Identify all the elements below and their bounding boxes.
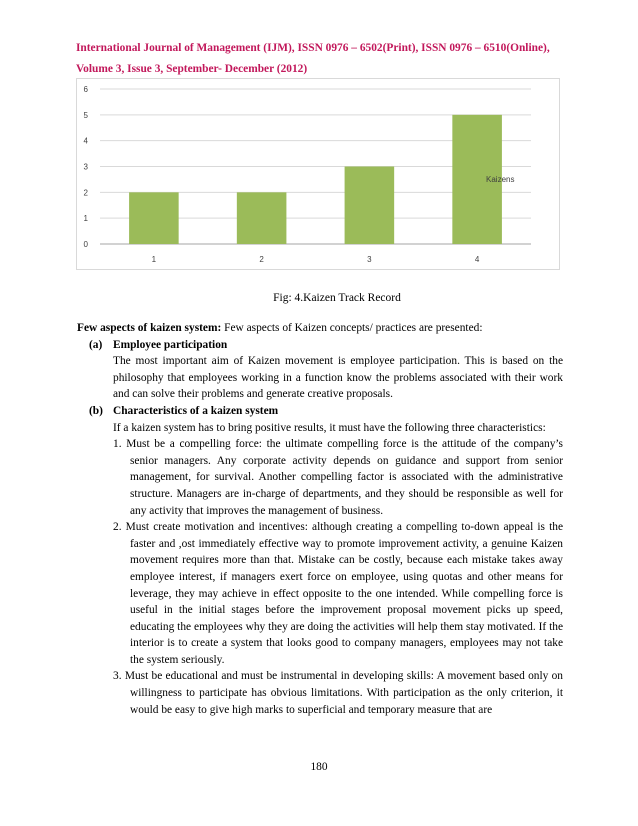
section-b-title: Characteristics of a kaizen system <box>113 404 279 417</box>
list-item-2: 2. Must create motivation and incentives: although creating a compelling to-down appeal is the faster and ,ost immediately effective way to promote improvement activity, a genuine Kaizen movement requires more than that. Mistake can be costly, because each mistake takes away employee interest, if managers exert force on employee, using quotas and other means for leverage, they may achieve in effect opposite to the one intended. While compelling force is useful in the initial stages before the improvement proposal movement picks up speed, educating the employees why they are doing the activities will help them stay motivated. If the interior is to create a system that looks good to company managers, employees may not take the system seriously. <box>113 521 563 666</box>
x-tick-label: 4 <box>474 255 480 264</box>
y-tick-label: 0 <box>83 240 88 249</box>
chart-svg <box>77 79 561 271</box>
section-b-label: (b) <box>89 404 103 417</box>
y-tick-label: 3 <box>83 162 88 172</box>
intro-heading: Few aspects of kaizen system: <box>77 322 222 334</box>
article-body <box>77 320 563 718</box>
journal-header <box>76 38 576 80</box>
legend-label: Kaizens <box>486 175 515 184</box>
y-tick-label: 1 <box>83 214 88 224</box>
intro-paragraph <box>77 320 563 337</box>
x-tick-label: 3 <box>367 255 372 264</box>
x-tick-label: 2 <box>259 255 264 264</box>
y-tick-label: 6 <box>83 85 88 94</box>
bar-1 <box>129 192 179 244</box>
section-a-paragraph: The most important aim of Kaizen movement is employee participation. This is based on the philosophy that employees working in a function know the problems associated with their work and can solve their problems and generate creative proposals. <box>113 355 563 401</box>
kaizen-bar-chart <box>76 78 560 270</box>
page-number: 180 <box>310 761 328 773</box>
section-b-heading <box>77 403 563 420</box>
intro-text: Few aspects of Kaizen concepts/ practices are presented: <box>221 322 483 334</box>
figure-caption <box>0 292 638 304</box>
section-a-title: Employee participation <box>113 338 228 351</box>
bar-3 <box>345 167 395 245</box>
list-item-1: 1. Must be a compelling force: the ultimate compelling force is the attitude of the company’s senior managers. Any corporate activity depends on guidance and support from senior management, for survival. Another compelling factor is associated with the administrative structure. Managers are in-charge of departments, and they should be responsible as well for any activity that improves the management of business. <box>113 438 563 517</box>
list-item-3: 3. Must be educational and must be instrumental in developing skills: A movement based only on willingness to participate has obvious limitations. With participation as the only criterion, it would be easy to give high marks to superficial and temporary measure that are <box>113 670 563 716</box>
y-tick-label: 5 <box>83 110 88 120</box>
header-line-2: Volume 3, Issue 3, September- December (2012) <box>76 63 308 75</box>
section-a-label: (a) <box>89 338 103 351</box>
y-tick-label: 4 <box>83 136 88 146</box>
figure-caption-text: Fig: 4.Kaizen Track Record <box>273 292 401 304</box>
x-tick-label: 1 <box>151 255 157 264</box>
section-a-heading <box>77 337 563 354</box>
section-b-paragraph: If a kaizen system has to bring positive results, it must have the following three characteristics: <box>113 421 546 434</box>
legend-swatch <box>477 176 483 182</box>
y-tick-label: 2 <box>83 188 88 198</box>
header-line-1: International Journal of Management (IJM), ISSN 0976 – 6502(Print), ISSN 0976 – 6510(Online), <box>76 42 550 54</box>
bar-2 <box>237 192 287 244</box>
